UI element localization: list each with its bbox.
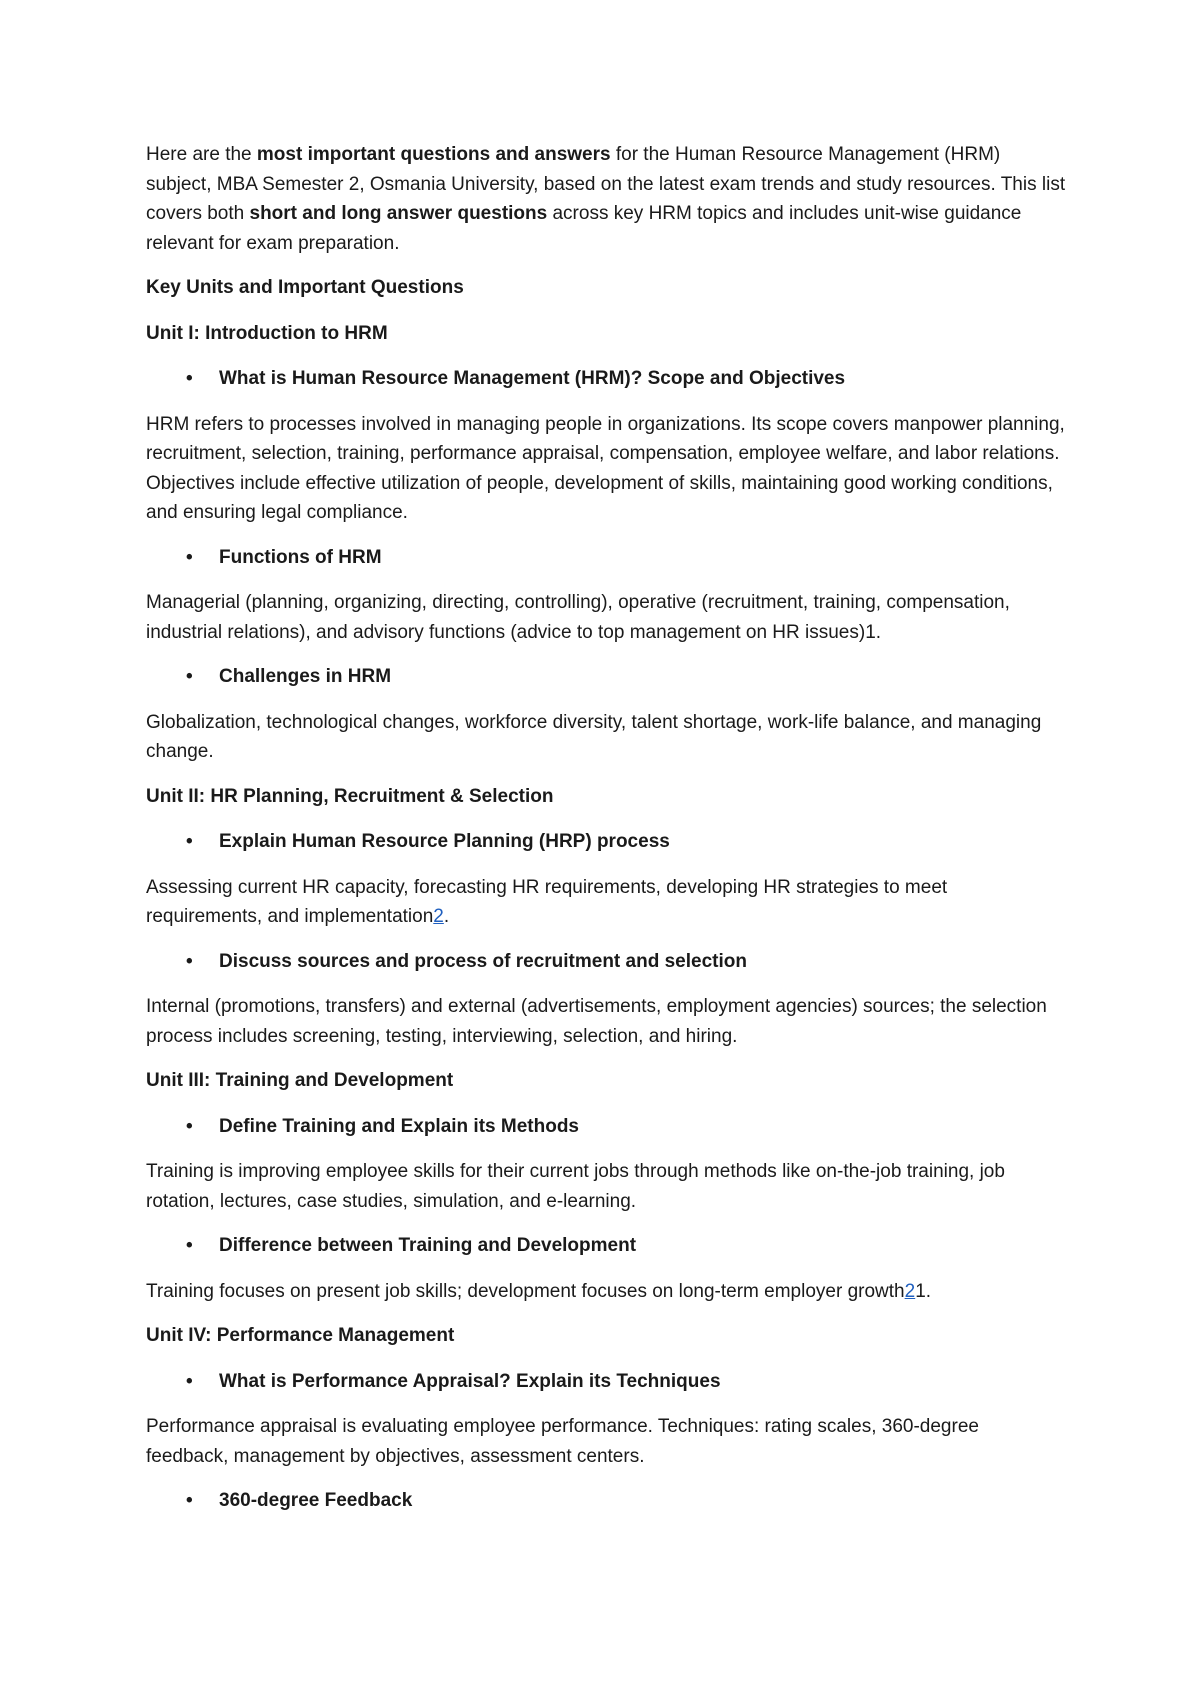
bullet-icon: • [186,950,193,972]
bullet-icon: • [186,368,193,389]
answer-paragraph: Internal (promotions, transfers) and external (advertisements, employment agencies) sources; the selection process includes screening, testing, interviewing, selection, and hiring. [146,996,1047,1047]
answer-paragraph [146,1277,1066,1307]
unit-heading: Unit II: HR Planning, Recruitment & Selection [146,785,554,807]
question-item [146,1231,1066,1261]
question-text: What is Performance Appraisal? Explain its Techniques [219,1370,721,1392]
intro-text: across key HRM topics and includes unit-wise guidance relevant for exam preparation. [146,203,1022,254]
question-text: Challenges in HRM [219,666,392,687]
question-text: 360-degree Feedback [219,1490,413,1511]
unit-heading: Unit III: Training and Development [146,1070,454,1091]
question-text: Difference between Training and Development [219,1235,637,1256]
intro-bold-text: most important questions and answers [256,144,611,165]
document-page [146,140,1066,1532]
intro-bold-text: short and long answer questions [249,203,548,224]
question-text: What is Human Resource Management (HRM)? Scope and Objectives [219,368,846,389]
answer-text: . [443,906,450,927]
question-text: Define Training and Explain its Methods [219,1115,579,1137]
bullet-icon: • [186,1370,193,1392]
question-item [146,947,1066,977]
question-item [146,1112,1066,1142]
unit-heading: Unit IV: Performance Management [146,1325,455,1346]
question-item [146,1367,1066,1397]
answer-paragraph: Training is improving employee skills for their current jobs through methods like on-the-job training, job rotation, lectures, case studies, simulation, and e-learning. [146,1161,1005,1212]
answer-text: 1. [915,1280,932,1302]
intro-text: Here are the [146,144,257,165]
intro-paragraph [146,140,1066,258]
bullet-icon: • [186,1115,193,1137]
answer-paragraph: Performance appraisal is evaluating employee performance. Techniques: rating scales, 360-degree feedback, management by objectives, assessment centers. [146,1416,979,1467]
question-text: Functions of HRM [219,546,382,568]
reference-link[interactable]: 2 [433,906,444,927]
answer-text: Training focuses on present job skills; development focuses on long-term employer growth [146,1280,905,1302]
section-title: Key Units and Important Questions [146,277,464,298]
bullet-icon: • [186,831,193,852]
question-item [146,827,1066,857]
unit-heading: Unit I: Introduction to HRM [146,322,388,344]
answer-paragraph: Globalization, technological changes, workforce diversity, talent shortage, work-life balance, and managing change. [146,711,1042,762]
answer-text: Assessing current HR capacity, forecasting HR requirements, developing HR strategies to meet requirements, and implementation [146,876,948,927]
answer-paragraph: HRM refers to processes involved in managing people in organizations. Its scope covers manpower planning, recruitment, selection, training, performance appraisal, compensation, employee welfare, and labor relations. Objectives include effective utilization of people, development of skills, maintaining good working conditions, and ensuring legal compliance. [146,413,1065,523]
answer-paragraph [146,873,1066,932]
question-text: Discuss sources and process of recruitment and selection [219,950,747,972]
question-item [146,662,1066,692]
bullet-icon: • [186,546,193,568]
bullet-icon: • [186,1235,193,1256]
answer-paragraph: Managerial (planning, organizing, directing, controlling), operative (recruitment, training, compensation, industrial relations), and advisory functions (advice to top management on HR issues)1. [146,592,1010,643]
reference-link[interactable]: 2 [904,1280,916,1302]
question-item [146,364,1066,394]
intro-text: for the Human Resource Management (HRM) subject, MBA Semester 2, Osmania University, based on the latest exam trends and study resources. This list covers both [146,144,1066,224]
question-item [146,1486,1066,1516]
question-text: Explain Human Resource Planning (HRP) process [219,831,670,852]
bullet-icon: • [186,666,193,687]
bullet-icon: • [186,1490,193,1511]
question-item [146,543,1066,573]
